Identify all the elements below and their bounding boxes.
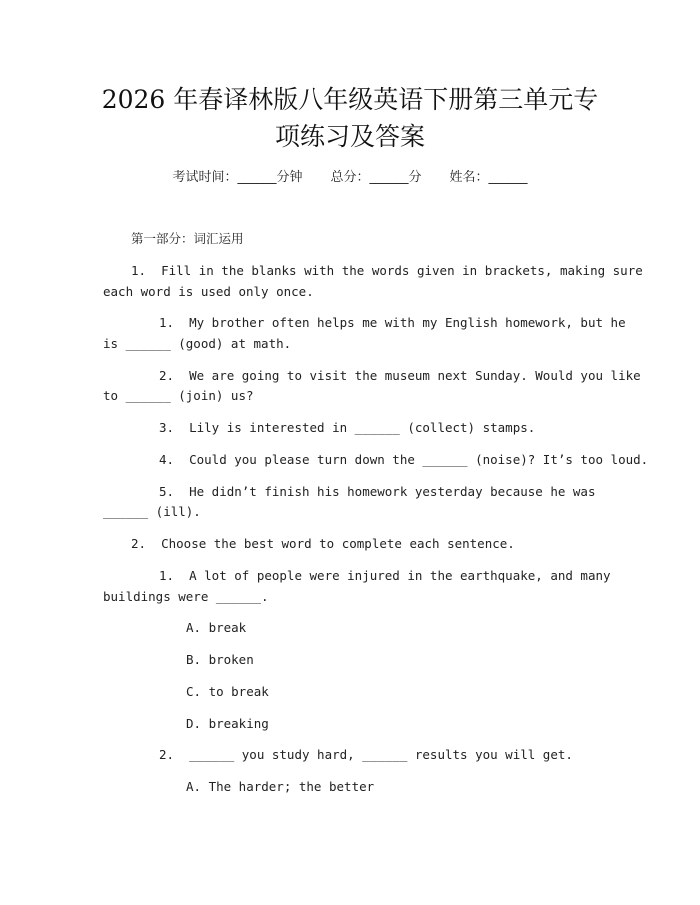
q1-item-2-line-2: to ______ (join) us? (103, 388, 254, 403)
q1-item-4: 4. Could you please turn down the ______ (noise)? It’s too loud. (159, 452, 649, 467)
q2-item-1-line-2: buildings were ______. (103, 589, 269, 604)
exam-time: 考试时间：______分钟 (172, 170, 303, 185)
student-name: 姓名：______ (449, 170, 528, 185)
q2-item-1-option-b: B. broken (186, 652, 254, 667)
q1-item-1-line-2: is ______ (good) at math. (103, 336, 292, 351)
q2-item-1-option-c: C. to break (186, 684, 269, 699)
q2-item-2-option-a: A. The harder; the better (186, 779, 375, 794)
q1-instruction-line-2: each word is used only once. (103, 284, 314, 299)
q1-instruction-line-1: 1. Fill in the blanks with the words given in brackets, making sure (131, 263, 643, 278)
section-heading: 第一部分：词汇运用 (131, 231, 244, 246)
q2-item-1-line-1: 1. A lot of people were injured in the earthquake, and many (159, 568, 611, 583)
q1-item-3: 3. Lily is interested in ______ (collect) stamps. (159, 420, 536, 435)
q2-instruction: 2. Choose the best word to complete each sentence. (131, 536, 515, 551)
title-line-2: 项练习及答案 (274, 122, 425, 151)
q1-item-5-line-2: ______ (ill). (103, 504, 201, 519)
q2-item-1-option-d: D. breaking (186, 716, 269, 731)
exam-info (0, 168, 700, 188)
q2-item-1-option-a: A. break (186, 620, 247, 635)
q1-item-5-line-1: 5. He didn’t finish his homework yesterday because he was (159, 484, 596, 499)
q2-item-2: 2. ______ you study hard, ______ results you will get. (159, 747, 573, 762)
title-line-1: 2026 年春译林版八年级英语下册第三单元专 (101, 85, 599, 114)
document-title (0, 81, 700, 155)
q1-item-2-line-1: 2. We are going to visit the museum next Sunday. Would you like (159, 368, 641, 383)
total-score: 总分：______分 (330, 170, 422, 185)
q1-item-1-line-1: 1. My brother often helps me with my English homework, but he (159, 315, 626, 330)
